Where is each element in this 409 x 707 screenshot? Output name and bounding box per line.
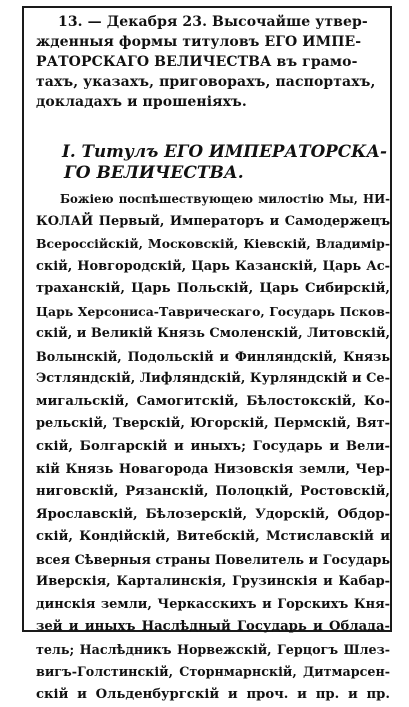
- section-heading-line: ГО ВЕЛИЧЕСТВА.: [64, 163, 244, 183]
- title-body-text: [36, 188, 390, 707]
- body-line: скій, Кондійскій, Витебскій, Мстиславскій и: [36, 529, 390, 545]
- body-line: КОЛАЙ Первый, Императоръ и Самодержецъ: [36, 213, 390, 229]
- body-line: скій и Ольденбургскій и проч. и пр. и пр.: [36, 687, 390, 703]
- body-line: Ярославскій, Бѣлозерскій, Удорскій, Обдор-: [36, 506, 390, 522]
- body-line: скій, Новгородскій, Царь Казанскій, Царь Ас-: [36, 258, 390, 274]
- body-line: мигальскій, Самогитскій, Бѣлостокскій, Ко-: [36, 393, 390, 409]
- decree-header: [36, 12, 387, 112]
- body-line: траханскій, Царь Польскій, Царь Сибирскій,: [36, 281, 390, 297]
- body-line: Эстляндскій, Лифляндскій, Курляндскій и Се-: [36, 371, 390, 387]
- body-line: тель; Наслѣдникъ Норвежскій, Герцогъ Шлез-: [36, 641, 390, 657]
- body-line: Иверскія, Карталинскія, Грузинскія и Кабар-: [36, 574, 390, 590]
- body-line: Божіею поспѣшествующею милостію Мы, НИ-: [60, 192, 390, 206]
- body-line: скій, Болгарскій и иныхъ; Государь и Вели-: [36, 439, 390, 455]
- body-line: Всероссійскій, Московскій, Кіевскій, Владимір-: [36, 236, 390, 252]
- section-heading-line: I. Титулъ ЕГО ИМПЕРАТОРСКА-: [62, 141, 387, 161]
- body-line: рельскій, Тверскій, Югорскій, Пермскій, Вят-: [36, 416, 390, 432]
- header-line: тахъ, указахъ, приговорахъ, паспортахъ,: [36, 74, 376, 90]
- section-heading: [36, 140, 387, 184]
- body-line: всея Сѣверныя страны Повелитель и Государь: [36, 551, 390, 567]
- body-line: динскія земли, Черкасскихъ и Горскихъ Кня-: [36, 596, 390, 612]
- header-line: РАТОРСКАГО ВЕЛИЧЕСТВА въ грамо-: [36, 54, 358, 70]
- header-line: 13. — Декабря 23. Высочайше утвер-: [58, 14, 368, 30]
- body-line: вигъ-Голстинскій, Сторнмарнскій, Дитмарсен-: [36, 664, 390, 680]
- body-line: зей и иныхъ Наслѣдный Государь и Облада-: [36, 619, 390, 635]
- body-line: Царь Херсониса-Таврическаго, Государь Псков-: [36, 303, 390, 319]
- body-line: Волынскій, Подольскій и Финляндскій, Князь: [36, 348, 390, 364]
- header-line: докладахъ и прошеніяхъ.: [36, 94, 247, 110]
- body-line: ниговскій, Рязанскій, Полоцкій, Ростовскій,: [36, 484, 390, 500]
- body-line: кій Князь Новагорода Низовскія земли, Чер-: [36, 461, 390, 477]
- body-line: скій, и Великій Князь Смоленскій, Литовскій,: [36, 326, 390, 342]
- header-line: жденныя формы титуловъ ЕГО ИМПЕ-: [36, 34, 362, 50]
